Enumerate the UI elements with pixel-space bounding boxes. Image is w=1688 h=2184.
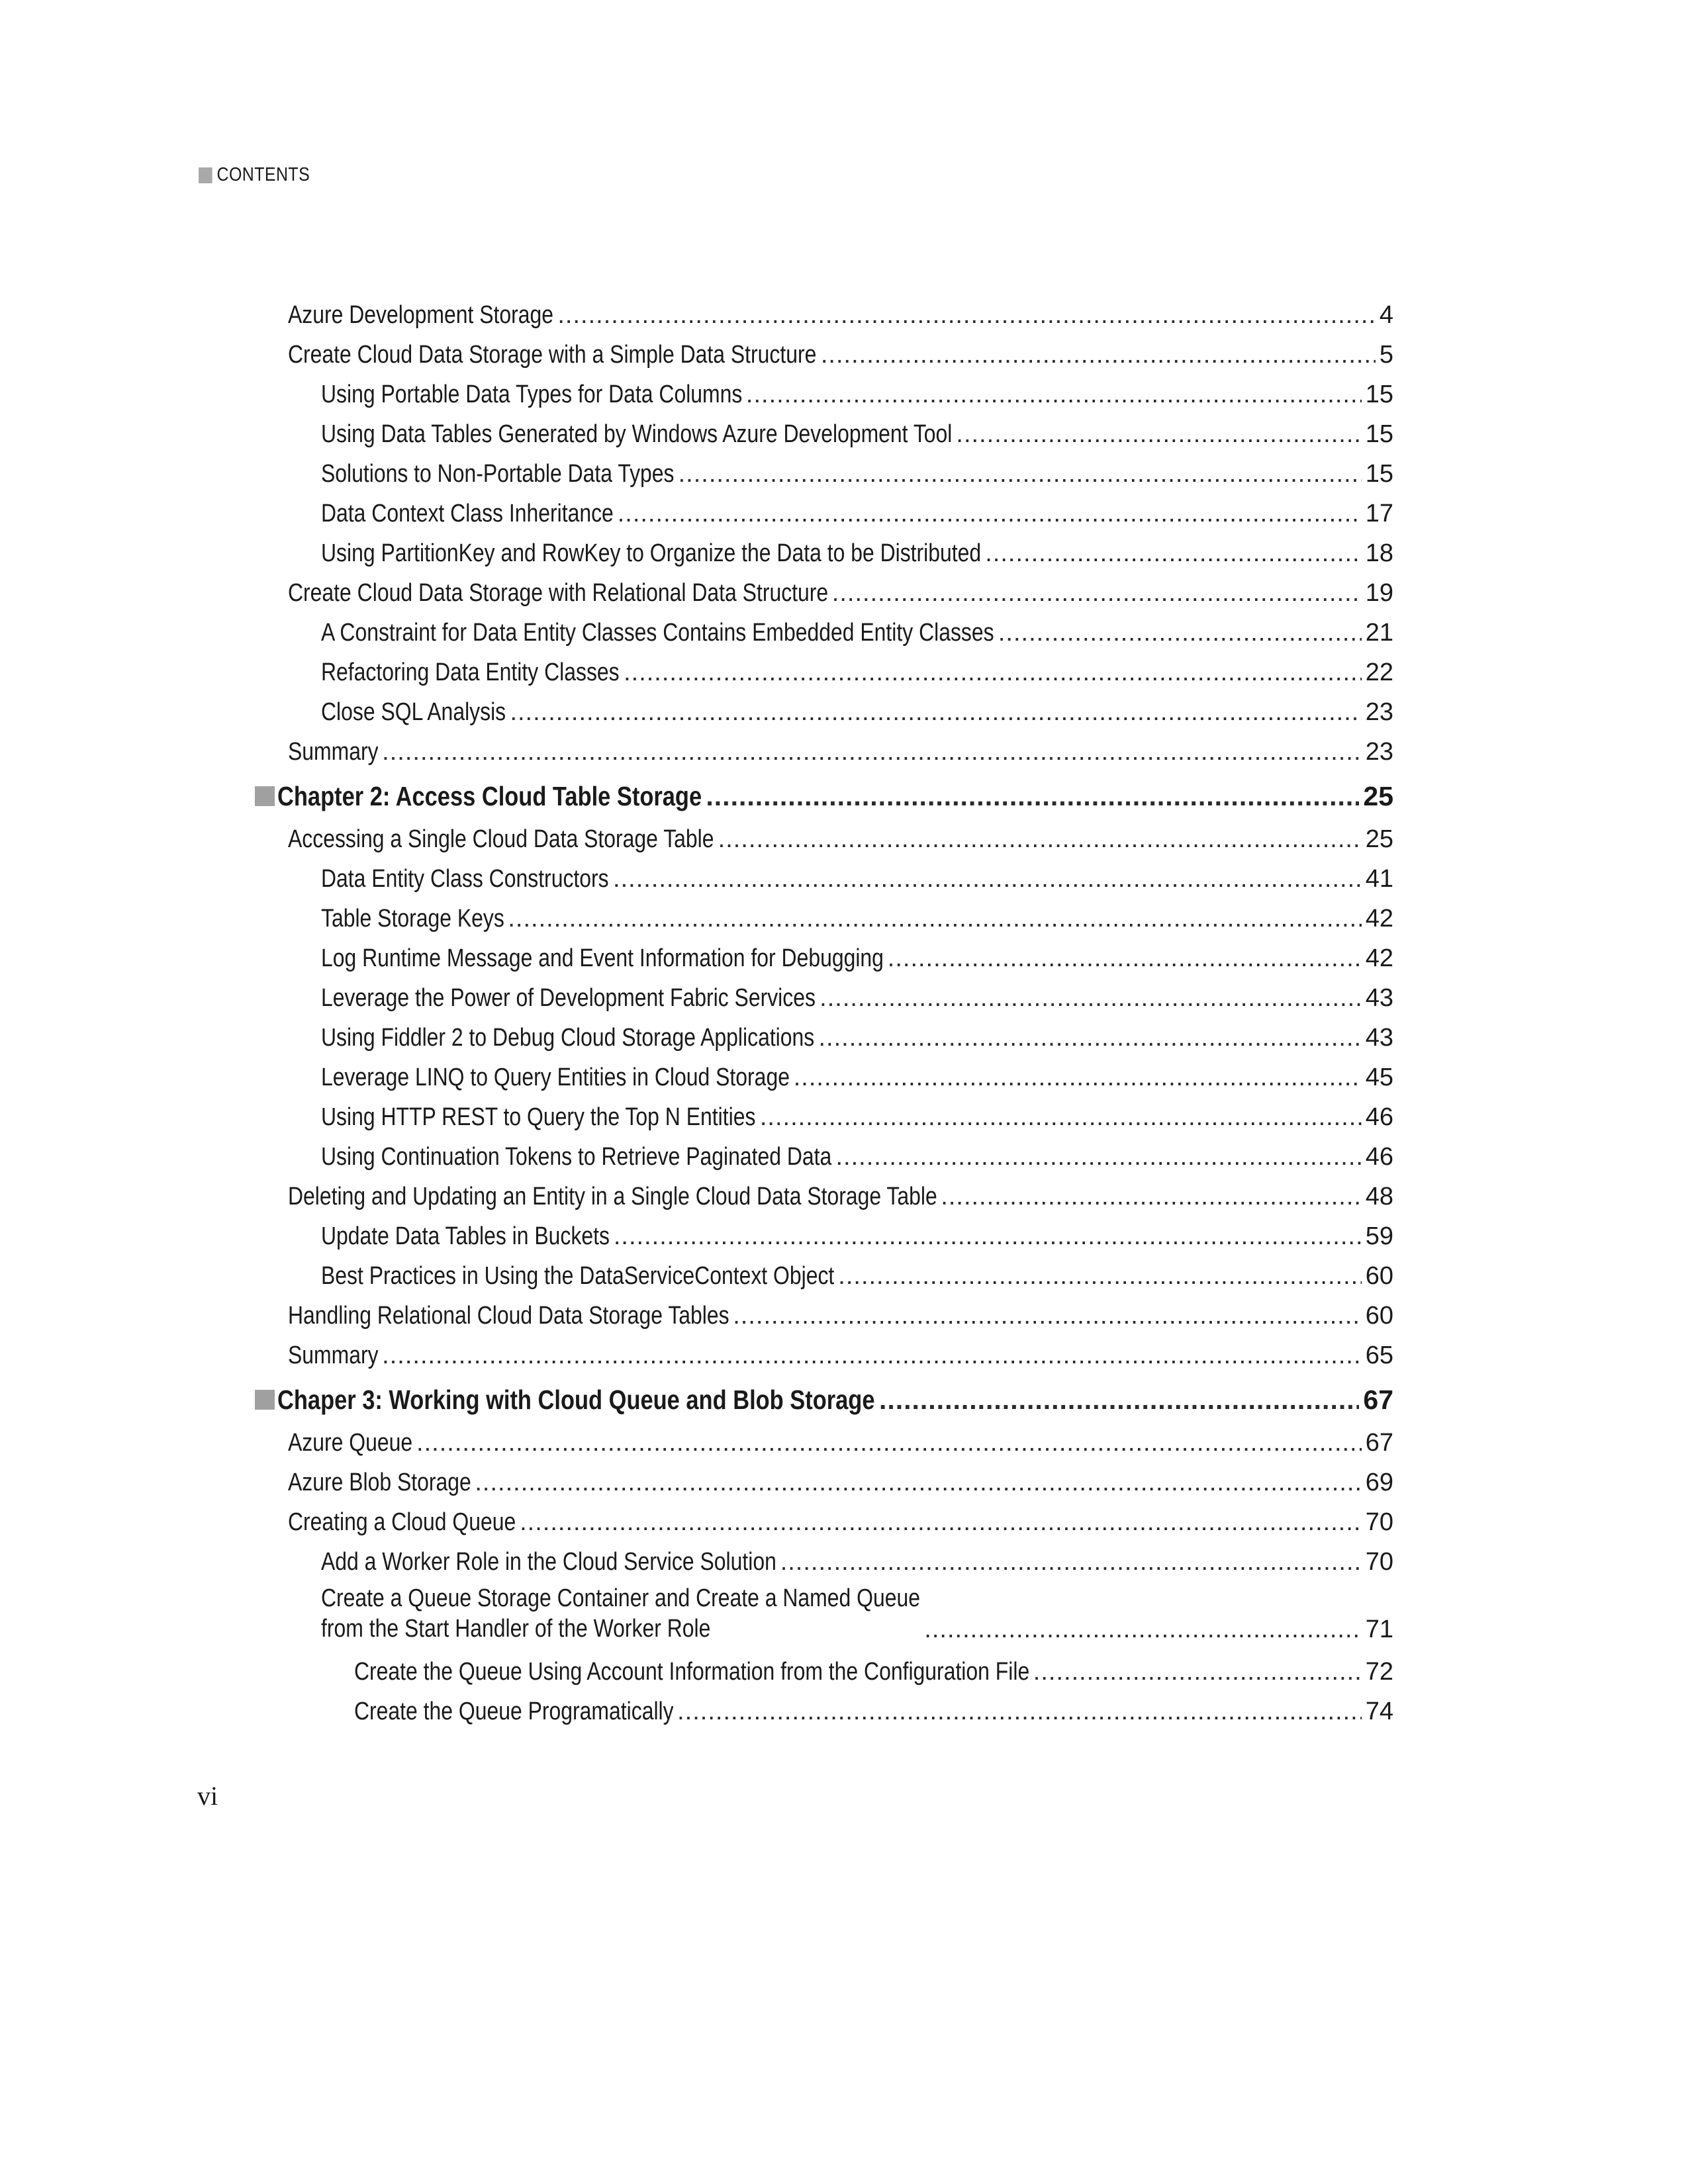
square-bullet-icon [199, 167, 212, 183]
toc-entry-title-text: Add a Worker Role in the Cloud Service Solution [321, 1547, 776, 1576]
toc-entry-title-text: Using Fiddler 2 to Debug Cloud Storage Applications [321, 1023, 815, 1052]
toc-entry-page: 71 [1365, 1615, 1393, 1643]
toc-entry-title-text: Update Data Tables in Buckets [321, 1222, 610, 1250]
toc-entry[interactable] [255, 1463, 1393, 1502]
toc-entry-page: 45 [1365, 1063, 1393, 1091]
dot-leader [838, 1262, 1361, 1291]
toc-entry-title [288, 1183, 937, 1211]
dot-leader [924, 1615, 1361, 1644]
toc-entry-title-text: Chapter 2: Access Cloud Table Storage [277, 780, 702, 811]
toc-entry-title [321, 1548, 776, 1576]
toc-chapter-entry[interactable] [255, 773, 1393, 819]
toc-entry-title-text: Deleting and Updating an Entity in a Single Cloud Data Storage Table [288, 1182, 937, 1210]
dot-leader [818, 1024, 1361, 1052]
running-head-label: CONTENTS [216, 164, 310, 185]
dot-leader [475, 1469, 1361, 1497]
toc-entry-page: 4 [1379, 300, 1393, 329]
dot-leader [794, 1064, 1362, 1092]
toc-entry-title-text: Azure Blob Storage [288, 1468, 471, 1496]
toc-entry-title-text: Azure Development Storage [288, 300, 553, 329]
toc-entry[interactable] [255, 1097, 1393, 1137]
toc-entry-title [288, 1508, 516, 1537]
toc-entry-title [321, 984, 816, 1013]
dot-leader [557, 301, 1375, 330]
toc-entry[interactable] [255, 1423, 1393, 1463]
toc-entry-title-text: Best Practices in Using the DataServiceContext Object [321, 1261, 835, 1290]
toc-entry-title [321, 1583, 920, 1644]
toc-entry-title [321, 1064, 790, 1092]
toc-entry-title [321, 460, 675, 488]
page-folio: vi [197, 1781, 218, 1811]
toc-entry-page: 42 [1365, 944, 1393, 972]
toc-entry-title-text: Leverage LINQ to Query Entities in Cloud Storage [321, 1063, 790, 1091]
toc-entry-page: 21 [1365, 618, 1393, 647]
toc-entry-title-text: Create Cloud Data Storage with a Simple Data Structure [288, 340, 817, 369]
dot-leader [510, 698, 1361, 727]
dot-leader [985, 539, 1361, 568]
toc-entry-title [321, 1143, 832, 1171]
toc-entry-page: 72 [1365, 1657, 1393, 1686]
toc-entry-page: 74 [1365, 1697, 1393, 1725]
toc-entry-title [321, 1222, 610, 1251]
dot-leader [520, 1508, 1362, 1537]
toc-entry-page: 18 [1365, 539, 1393, 567]
toc-entry-title-text: Refactoring Data Entity Classes [321, 658, 620, 686]
table-of-contents [255, 295, 1393, 1731]
toc-entry-title [288, 1429, 412, 1457]
toc-entry[interactable] [255, 1058, 1393, 1097]
toc-entry-title [288, 1302, 729, 1330]
dot-leader [832, 579, 1362, 608]
toc-entry-page: 17 [1365, 499, 1393, 527]
toc-entry-page: 15 [1365, 459, 1393, 488]
toc-entry[interactable] [255, 613, 1393, 653]
toc-entry-title [354, 1658, 1029, 1686]
toc-entry-title [288, 1469, 471, 1497]
toc-entry-page: 46 [1365, 1142, 1393, 1171]
toc-entry-title [288, 1342, 378, 1370]
dot-leader [733, 1302, 1362, 1330]
toc-entry-page: 46 [1365, 1103, 1393, 1131]
toc-entry[interactable] [255, 573, 1393, 613]
toc-entry-page: 23 [1365, 698, 1393, 726]
dot-leader [416, 1429, 1362, 1457]
toc-entry[interactable] [255, 1582, 1393, 1652]
dot-leader [760, 1103, 1362, 1132]
toc-entry-title [288, 301, 553, 330]
toc-entry-title-text: Data Entity Class Constructors [321, 864, 609, 893]
toc-entry[interactable] [255, 494, 1393, 533]
toc-entry[interactable] [255, 1502, 1393, 1542]
dot-leader [888, 944, 1362, 973]
toc-entry[interactable] [255, 335, 1393, 375]
dot-leader [780, 1548, 1362, 1576]
toc-entry-title-text: A Constraint for Data Entity Classes Contains Embedded Entity Classes [321, 618, 994, 647]
toc-entry-title-text: Log Runtime Message and Event Information for Debugging [321, 944, 884, 972]
toc-entry[interactable] [255, 1256, 1393, 1296]
dot-leader [821, 341, 1376, 369]
toc-entry-title [321, 500, 614, 528]
toc-entry-title [277, 1385, 875, 1416]
toc-entry-page: 25 [1365, 825, 1393, 853]
toc-entry[interactable] [255, 295, 1393, 335]
toc-entry-title-line: Create a Queue Storage Container and Create a Named Queue [321, 1584, 920, 1612]
toc-entry-title [321, 420, 952, 449]
dot-leader [508, 905, 1361, 933]
toc-entry[interactable] [255, 1692, 1393, 1731]
chapter-bullet-icon [255, 786, 275, 806]
toc-entry[interactable] [255, 1216, 1393, 1256]
dot-leader [382, 738, 1362, 766]
chapter-bullet-icon [255, 1390, 275, 1410]
toc-entry[interactable] [255, 938, 1393, 978]
toc-entry[interactable] [255, 533, 1393, 573]
toc-entry-page: 59 [1365, 1222, 1393, 1250]
toc-entry-title [321, 619, 994, 647]
toc-entry-title [321, 1024, 814, 1052]
toc-entry-page: 15 [1365, 420, 1393, 448]
toc-entry-title [321, 865, 609, 893]
toc-entry-page: 19 [1365, 578, 1393, 607]
dot-leader [624, 659, 1362, 687]
toc-entry[interactable] [255, 732, 1393, 772]
toc-entry-title [288, 825, 714, 854]
toc-entry-title-text: Create the Queue Programatically [354, 1697, 674, 1725]
toc-entry[interactable] [255, 1542, 1393, 1582]
toc-entry-page: 22 [1365, 658, 1393, 686]
toc-entry-title [288, 341, 817, 369]
toc-entry-page: 5 [1379, 340, 1393, 369]
toc-entry[interactable] [255, 1652, 1393, 1692]
toc-entry-page: 43 [1365, 983, 1393, 1012]
toc-entry[interactable] [255, 1018, 1393, 1058]
toc-entry-title-text: Using Data Tables Generated by Windows Azure Development Tool [321, 420, 953, 448]
dot-leader [677, 1698, 1362, 1726]
toc-entry-page: 60 [1365, 1301, 1393, 1330]
toc-entry-title-text: Using PartitionKey and RowKey to Organize the Data to be Distributed [321, 539, 982, 567]
toc-entry-title [277, 781, 702, 812]
toc-entry-title [321, 539, 981, 568]
toc-chapter-entry[interactable] [255, 1377, 1393, 1423]
toc-entry-title-text: Using HTTP REST to Query the Top N Entities [321, 1103, 756, 1131]
toc-entry[interactable] [255, 899, 1393, 938]
dot-leader [1033, 1658, 1362, 1686]
toc-entry-title-text: Summary [288, 1341, 379, 1369]
toc-entry-title [321, 944, 884, 973]
toc-entry-title [321, 659, 620, 687]
dot-leader [679, 460, 1362, 488]
toc-entry-title-text: Using Continuation Tokens to Retrieve Paginated Data [321, 1142, 832, 1171]
toc-entry-title [354, 1698, 673, 1726]
toc-entry-title-text: Table Storage Keys [321, 904, 504, 933]
toc-entry-title [321, 905, 504, 933]
toc-entry-title-text: Creating a Cloud Queue [288, 1508, 516, 1536]
toc-entry-page: 70 [1365, 1508, 1393, 1536]
dot-leader [836, 1143, 1362, 1171]
toc-entry-title-text: Create the Queue Using Account Information from the Configuration File [354, 1657, 1029, 1686]
dot-leader [820, 984, 1362, 1013]
toc-entry-title-text: Close SQL Analysis [321, 698, 506, 726]
toc-entry[interactable] [255, 375, 1393, 414]
toc-entry-page: 69 [1365, 1468, 1393, 1496]
toc-entry-title-text: Data Context Class Inheritance [321, 499, 614, 527]
toc-entry-title-text: Azure Queue [288, 1428, 413, 1457]
toc-entry-title [321, 1262, 834, 1291]
toc-entry[interactable] [255, 819, 1393, 859]
toc-entry-title-text: Chaper 3: Working with Cloud Queue and Blob Storage [277, 1384, 875, 1415]
dot-leader [956, 420, 1361, 449]
toc-entry[interactable] [255, 1336, 1393, 1375]
toc-entry-title [288, 738, 378, 766]
toc-entry-page: 67 [1365, 1428, 1393, 1457]
toc-entry-page: 15 [1365, 380, 1393, 408]
toc-entry-page: 25 [1363, 780, 1393, 811]
toc-entry-page: 70 [1365, 1547, 1393, 1576]
toc-entry[interactable] [255, 653, 1393, 692]
toc-entry-title-text: Solutions to Non-Portable Data Types [321, 459, 675, 488]
toc-entry[interactable] [255, 1137, 1393, 1177]
dot-leader [879, 1385, 1359, 1416]
toc-entry-page: 43 [1365, 1023, 1393, 1052]
toc-entry-title [321, 698, 506, 727]
toc-entry-page: 23 [1365, 737, 1393, 766]
toc-entry-title-text: Leverage the Power of Development Fabric Services [321, 983, 816, 1012]
toc-entry-title-text: Handling Relational Cloud Data Storage Tables [288, 1301, 729, 1330]
running-head [199, 164, 310, 186]
toc-entry-page: 41 [1365, 864, 1393, 893]
dot-leader [706, 781, 1359, 812]
toc-entry-title-text: Accessing a Single Cloud Data Storage Table [288, 825, 714, 853]
toc-entry-page: 42 [1365, 904, 1393, 933]
toc-entry[interactable] [255, 1296, 1393, 1336]
dot-leader [613, 865, 1362, 893]
toc-entry-title [321, 381, 742, 409]
dot-leader [941, 1183, 1361, 1211]
dot-leader [998, 619, 1362, 647]
toc-entry-title [321, 1103, 756, 1132]
dot-leader [382, 1342, 1362, 1370]
toc-entry-title [288, 579, 828, 608]
dot-leader [718, 825, 1362, 854]
toc-entry-page: 65 [1365, 1341, 1393, 1369]
toc-entry-title-text: Create Cloud Data Storage with Relational Data Structure [288, 578, 828, 607]
toc-entry[interactable] [255, 859, 1393, 899]
toc-entry-title-text: Using Portable Data Types for Data Columns [321, 380, 742, 408]
toc-entry-page: 48 [1365, 1182, 1393, 1210]
dot-leader [614, 1222, 1362, 1251]
dot-leader [746, 381, 1362, 409]
toc-entry-title-line: from the Start Handler of the Worker Role [321, 1615, 711, 1643]
toc-entry[interactable] [255, 1177, 1393, 1216]
toc-entry-page: 60 [1365, 1261, 1393, 1290]
dot-leader [618, 500, 1362, 528]
toc-entry[interactable] [255, 692, 1393, 732]
toc-entry[interactable] [255, 978, 1393, 1018]
toc-entry-title-text: Summary [288, 737, 379, 766]
toc-entry[interactable] [255, 414, 1393, 454]
toc-entry[interactable] [255, 454, 1393, 494]
toc-entry-page: 67 [1363, 1384, 1393, 1415]
